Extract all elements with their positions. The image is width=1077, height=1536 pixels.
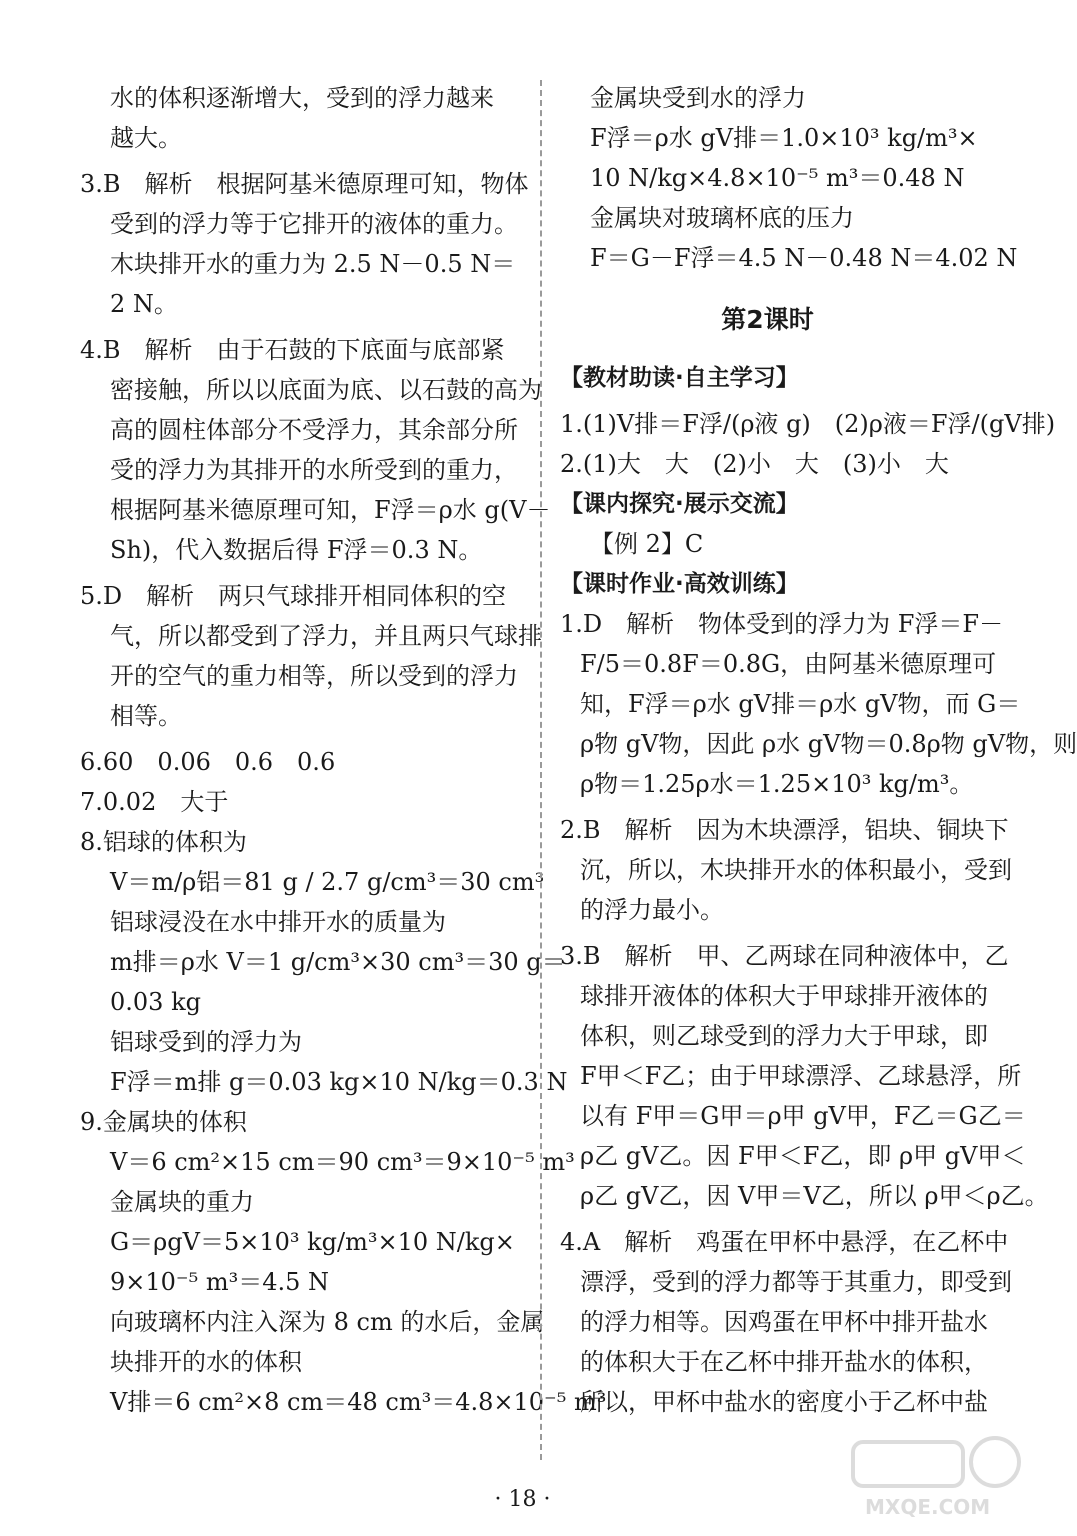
left-lines-line: 金属块的重力 (110, 1188, 254, 1216)
right-lines-line: 1.D 解析 物体受到的浮力为 F浮＝F－ (560, 610, 1004, 638)
right-lines-line: 【课时作业·高效训练】 (560, 571, 799, 597)
column-divider (540, 80, 542, 1460)
left-column (80, 78, 607, 1422)
left-lines-line: m排＝ρ水 V＝1 g/cm³×30 cm³＝30 g＝ (110, 948, 566, 976)
left-lines-line: 密接触，所以以底面为底、以石鼓的高为 (110, 376, 542, 404)
right-lines-line: 【教材助读·自主学习】 (560, 365, 799, 391)
left-lines-line: 根据阿基米德原理可知，F浮＝ρ水 g(V－ (110, 496, 551, 524)
right-lines-line: F甲＜F乙；由于甲球漂浮、乙球悬浮，所 (580, 1062, 1022, 1090)
right-lines-line: F/5＝0.8F＝0.8G，由阿基米德原理可 (580, 650, 997, 678)
right-top-lines-line: F浮＝ρ水 gV排＝1.0×10³ kg/m³× (590, 124, 978, 152)
left-lines-line: 7.0.02 大于 (80, 788, 229, 816)
right-lines-line: 的浮力相等。因鸡蛋在甲杯中排开盐水 (580, 1308, 988, 1336)
right-lines-line: 漂浮，受到的浮力都等于其重力，即受到 (580, 1268, 1012, 1296)
left-lines-line: 受到的浮力等于它排开的液体的重力。 (110, 210, 518, 238)
left-lines-line: 铝球受到的浮力为 (110, 1028, 302, 1056)
left-lines-line: 受的浮力为其排开的水所受到的重力， (110, 456, 518, 484)
left-lines-line: G＝ρgV＝5×10³ kg/m³×10 N/kg× (110, 1228, 515, 1256)
left-lines-line: 铝球浸没在水中排开水的质量为 (110, 908, 446, 936)
right-lines-line: ρ乙 gV乙。因 F甲＜F乙，即 ρ甲 gV甲＜ (580, 1142, 1026, 1170)
right-lines-line: ρ物＝1.25ρ水＝1.25×10³ kg/m³。 (580, 770, 974, 798)
right-lines-line: 1.(1)V排＝F浮/(ρ液 g) (2)ρ液＝F浮/(gV排) (560, 410, 1056, 438)
left-lines-line: 0.03 kg (110, 988, 201, 1016)
left-lines-line: 相等。 (110, 702, 182, 730)
right-top-lines-line: 金属块对玻璃杯底的压力 (590, 204, 854, 232)
left-lines-line: 8.铝球的体积为 (80, 828, 247, 856)
right-lines-line: 所以，甲杯中盐水的密度小于乙杯中盐 (580, 1388, 988, 1416)
watermark-logo (845, 1432, 1025, 1522)
page-number: · 18 · (494, 1487, 551, 1512)
left-lines-line: Sh)，代入数据后得 F浮＝0.3 N。 (110, 536, 483, 564)
left-lines-line: 开的空气的重力相等，所以受到的浮力 (110, 662, 518, 690)
right-lines-line: ρ乙 gV乙，因 V甲＝V乙，所以 ρ甲＜ρ乙。 (580, 1182, 1049, 1210)
right-lines-line: 【课内探究·展示交流】 (560, 491, 799, 517)
section-title: 第2课时 (721, 305, 814, 334)
right-lines-line: 的体积大于在乙杯中排开盐水的体积， (580, 1348, 988, 1376)
left-lines-line: 9.金属块的体积 (80, 1108, 247, 1136)
right-top-lines-line: 10 N/kg×4.8×10⁻⁵ m³＝0.48 N (590, 164, 965, 192)
left-lines-line: 块排开的水的体积 (110, 1348, 302, 1376)
right-lines-line: 【例 2】C (590, 530, 704, 558)
left-lines-line: 6.60 0.06 0.6 0.6 (80, 748, 336, 776)
right-lines-line: ρ物 gV物，因此 ρ水 gV物＝0.8ρ物 gV物，则 (580, 730, 1077, 758)
left-lines-line: V＝m/ρ铝＝81 g / 2.7 g/cm³＝30 cm³ (110, 868, 545, 896)
right-lines-line: 沉，所以，木块排开水的体积最小，受到 (580, 856, 1012, 884)
right-column (560, 78, 1077, 1422)
left-lines-line: 向玻璃杯内注入深为 8 cm 的水后，金属 (110, 1308, 545, 1336)
right-lines-line: 以有 F甲＝G甲＝ρ甲 gV甲，F乙＝G乙＝ (580, 1102, 1026, 1130)
left-lines-line: 4.B 解析 由于石鼓的下底面与底部紧 (80, 336, 505, 364)
watermark-text: MXQE.COM (865, 1495, 991, 1519)
right-lines-line: 2.(1)大 大 (2)小 大 (3)小 大 (560, 450, 949, 478)
right-lines-line: 3.B 解析 甲、乙两球在同种液体中，乙 (560, 942, 1009, 970)
left-lines-line: F浮＝m排 g＝0.03 kg×10 N/kg＝0.3 N (110, 1068, 568, 1096)
left-lines-line: V＝6 cm²×15 cm＝90 cm³＝9×10⁻⁵ m³ (110, 1148, 575, 1176)
left-lines-line: 水的体积逐渐增大，受到的浮力越来 (110, 84, 494, 112)
left-lines-line: 2 N。 (110, 290, 178, 318)
left-lines-line: V排＝6 cm²×8 cm＝48 cm³＝4.8×10⁻⁵ m³ (110, 1388, 607, 1416)
right-lines-line: 体积，则乙球受到的浮力大于甲球，即 (580, 1022, 988, 1050)
left-lines-line: 木块排开水的重力为 2.5 N－0.5 N＝ (110, 250, 516, 278)
left-lines-line: 9×10⁻⁵ m³＝4.5 N (110, 1268, 330, 1296)
left-lines-line: 3.B 解析 根据阿基米德原理可知，物体 (80, 170, 529, 198)
right-lines-line: 2.B 解析 因为木块漂浮，铝块、铜块下 (560, 816, 1009, 844)
right-top-block (560, 78, 1018, 278)
right-top-lines-line: 金属块受到水的浮力 (590, 84, 806, 112)
right-lines-line: 4.A 解析 鸡蛋在甲杯中悬浮，在乙杯中 (560, 1228, 1009, 1256)
left-lines-line: 高的圆柱体部分不受浮力，其余部分所 (110, 416, 518, 444)
right-lines-line: 知，F浮＝ρ水 gV排＝ρ水 gV物，而 G＝ (580, 690, 1021, 718)
left-lines-line: 越大。 (110, 124, 182, 152)
right-lines-line: 球排开液体的体积大于甲球排开液体的 (580, 982, 988, 1010)
left-lines-line: 气，所以都受到了浮力，并且两只气球排 (110, 622, 542, 650)
right-main-block (560, 358, 1077, 1422)
left-lines-line: 5.D 解析 两只气球排开相同体积的空 (80, 582, 507, 610)
right-top-lines-line: F＝G－F浮＝4.5 N－0.48 N＝4.02 N (590, 244, 1018, 272)
right-lines-line: 的浮力最小。 (580, 896, 724, 924)
